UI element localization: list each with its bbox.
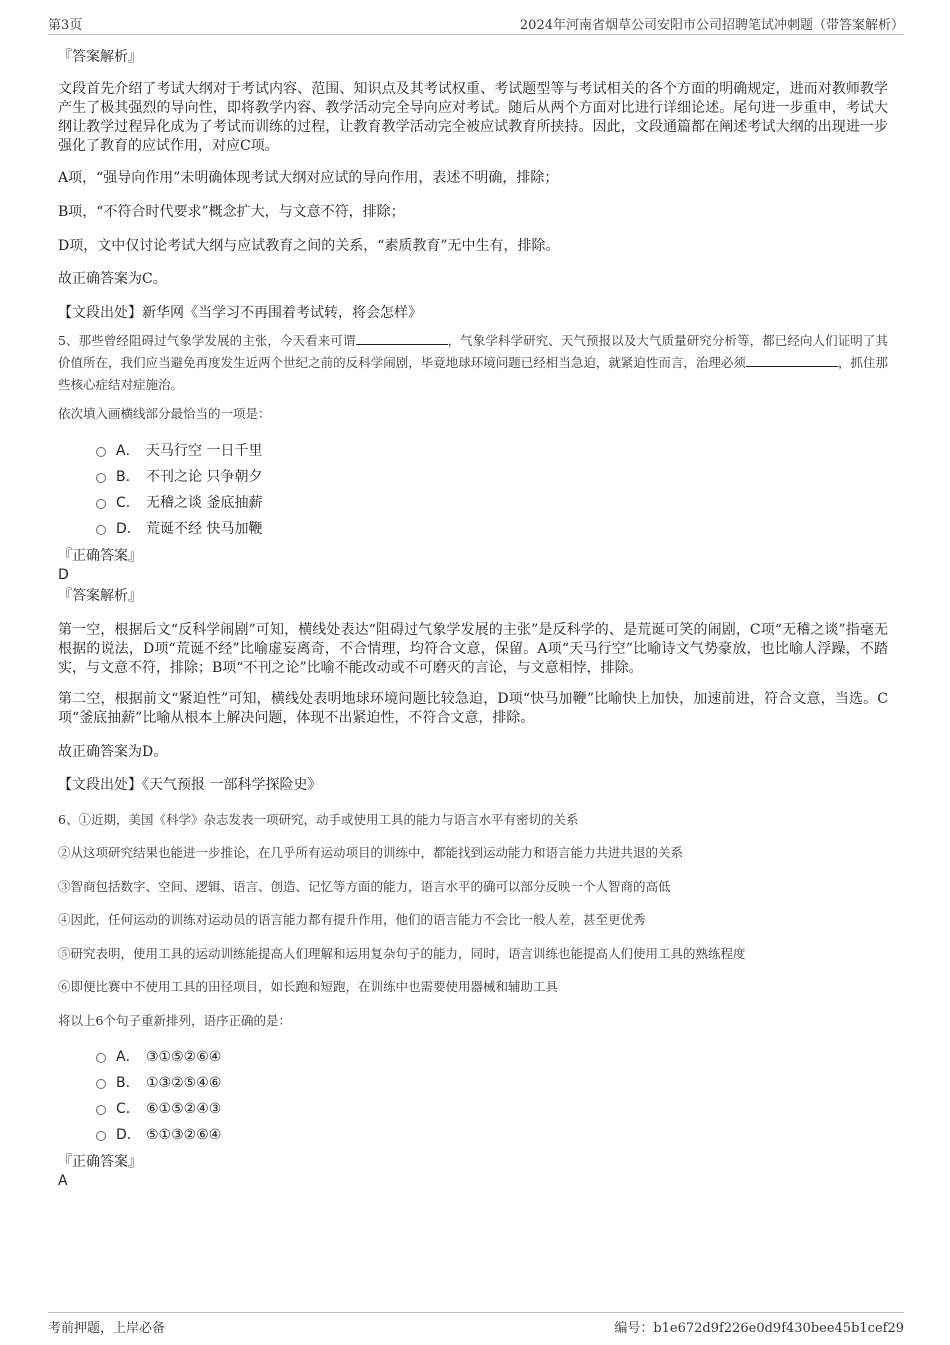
radio-icon[interactable] (96, 1053, 106, 1063)
q6-option-d[interactable]: D． ⑤①③②⑥④ (96, 1125, 221, 1145)
q5-option-d[interactable]: D． 荒诞不经 快马加鞭 (96, 519, 262, 539)
q5-blank-1 (356, 331, 448, 345)
footer-slogan: 考前押题，上岸必备 (48, 1321, 166, 1336)
q6-prompt: 将以上6个句子重新排列，语序正确的是： (58, 1013, 291, 1028)
q5-analysis-label: 『答案解析』 (58, 588, 142, 604)
q4-analysis-p2: A项，“强导向作用”未明确体现考试大纲对应试的导向作用，表述不明确，排除； (58, 170, 559, 186)
radio-icon[interactable] (96, 1079, 106, 1089)
q5-option-b[interactable]: B． 不刊之论 只争朝夕 (96, 467, 262, 487)
q6-sentence-4: ④因此，任何运动的训练对运动员的语言能力都有提升作用，他们的语言能力不会比一般人差，甚至更优秀 (58, 912, 646, 927)
radio-icon[interactable] (96, 447, 106, 457)
radio-icon[interactable] (96, 499, 106, 509)
q5-correct-label: 『正确答案』 (58, 548, 142, 564)
q5-option-a[interactable]: A． 天马行空 一日千里 (96, 441, 262, 461)
radio-icon[interactable] (96, 1131, 106, 1141)
q4-analysis-p5: 故正确答案为C。 (58, 271, 167, 287)
q4-source: 【文段出处】新华网《当学习不再围着考试转，将会怎样》 (58, 305, 422, 321)
q5-option-c[interactable]: C． 无稽之谈 釜底抽薪 (96, 493, 262, 513)
q5-analysis-p1: 第一空，根据后文“反科学闹剧”可知，横线处表达“阻碍过气象学发展的主张”是反科学的、是荒诞可笑的闹剧，C项“无稽之谈”指毫无根据的说法，D项“荒诞不经”比喻虚妄离奇，不合情理，均符合文意，保留。A项“天马行空”比喻诗文气势豪放，也比喻人浮躁，不踏实，与文意不符，排除；B项“不刊之论”比喻不能改动或不可磨灭的言论，与文意相悖，排除。 (58, 622, 888, 676)
q6-sentence-3: ③智商包括数字、空间、逻辑、语言、创造、记忆等方面的能力，语言水平的确可以部分反映一个人智商的高低 (58, 879, 671, 894)
radio-icon[interactable] (96, 525, 106, 535)
q5-blank-2 (746, 353, 838, 367)
document-code: 编号：b1e672d9f226e0d9f430bee45b1cef29 (614, 1321, 904, 1336)
q5-stem-c: ，抓住那些核心症结对症施治。 (58, 355, 888, 392)
q6-sentence-2: ②从这项研究结果也能进一步推论，在几乎所有运动项目的训练中，都能找到运动能力和语言能力共进共退的关系 (58, 845, 684, 860)
q4-analysis-p3: B项，“不符合时代要求”概念扩大，与文意不符，排除； (58, 204, 405, 220)
q6-sentence-6: ⑥即便比赛中不使用工具的田径项目，如长跑和短跑，在训练中也需要使用器械和辅助工具 (58, 979, 559, 994)
q5-prompt: 依次填入画横线部分最恰当的一项是： (58, 406, 271, 421)
q5-stem-a: 5、那些曾经阻碍过气象学发展的主张，今天看来可谓 (58, 333, 356, 348)
q4-analysis-p4: D项，文中仅讨论考试大纲与应试教育之间的关系，“素质教育”无中生有，排除。 (58, 238, 560, 254)
q5-analysis-p3: 故正确答案为D。 (58, 744, 168, 760)
q6-sentence-5: ⑤研究表明，使用工具的运动训练能提高人们理解和运用复杂句子的能力，同时，语言训练也能提高人们使用工具的熟练程度 (58, 946, 746, 961)
q6-option-c[interactable]: C． ⑥①⑤②④③ (96, 1099, 221, 1119)
page-header (48, 14, 904, 35)
page-footer (48, 1312, 904, 1335)
radio-icon[interactable] (96, 473, 106, 483)
q5-analysis-p2: 第二空，根据前文“紧迫性”可知，横线处表明地球环境问题比较急迫，D项“快马加鞭”比喻快上加快，加速前进，符合文意，当选。C项“釜底抽薪”比喻从根本上解决问题，体现不出紧迫性，不符合文意，排除。 (58, 691, 888, 726)
q4-analysis-p1: 文段首先介绍了考试大纲对于考试内容、范围、知识点及其考试权重、考试题型等与考试相关的各个方面的明确规定，进而对教师教学产生了极其强烈的导向性，即将教学内容、教学活动完全导向应对考试。随后从两个方面对比进行详细论述。尾句进一步重申，考试大纲让教学过程异化成为了考试而训练的过程，让教育教学活动完全被应试教育所挟持。因此，文段通篇都在阐述考试大纲的出现进一步强化了教育的应试作用，对应C项。 (58, 81, 888, 154)
q5-stem-b: ，气象学科学研究、天气预报以及大气质量研究分析等，都已经向人们证明了其价值所在，我们应当避免再度发生近两个世纪之前的反科学闹剧，毕竟地球环境问题已经相当急迫，就紧迫性而言，治理必须 (58, 333, 888, 370)
radio-icon[interactable] (96, 1105, 106, 1115)
q5-correct-answer: D (58, 567, 69, 583)
q6-option-b[interactable]: B． ①③②⑤④⑥ (96, 1073, 221, 1093)
q5-stem (58, 330, 888, 396)
q6-option-a[interactable]: A． ③①⑤②⑥④ (96, 1047, 221, 1067)
q5-source: 【文段出处】《天气预报 一部科学探险史》 (58, 777, 322, 793)
q6-sentence-1: 6、①近期，美国《科学》杂志发表一项研究，动手或使用工具的能力与语言水平有密切的关系 (58, 812, 579, 827)
page-number: 第3页 (48, 18, 83, 33)
document-title: 2024年河南省烟草公司安阳市公司招聘笔试冲刺题（带答案解析） (519, 18, 904, 33)
q6-correct-answer: A (58, 1173, 68, 1189)
q4-analysis-label: 『答案解析』 (58, 49, 142, 65)
q6-correct-label: 『正确答案』 (58, 1154, 142, 1170)
